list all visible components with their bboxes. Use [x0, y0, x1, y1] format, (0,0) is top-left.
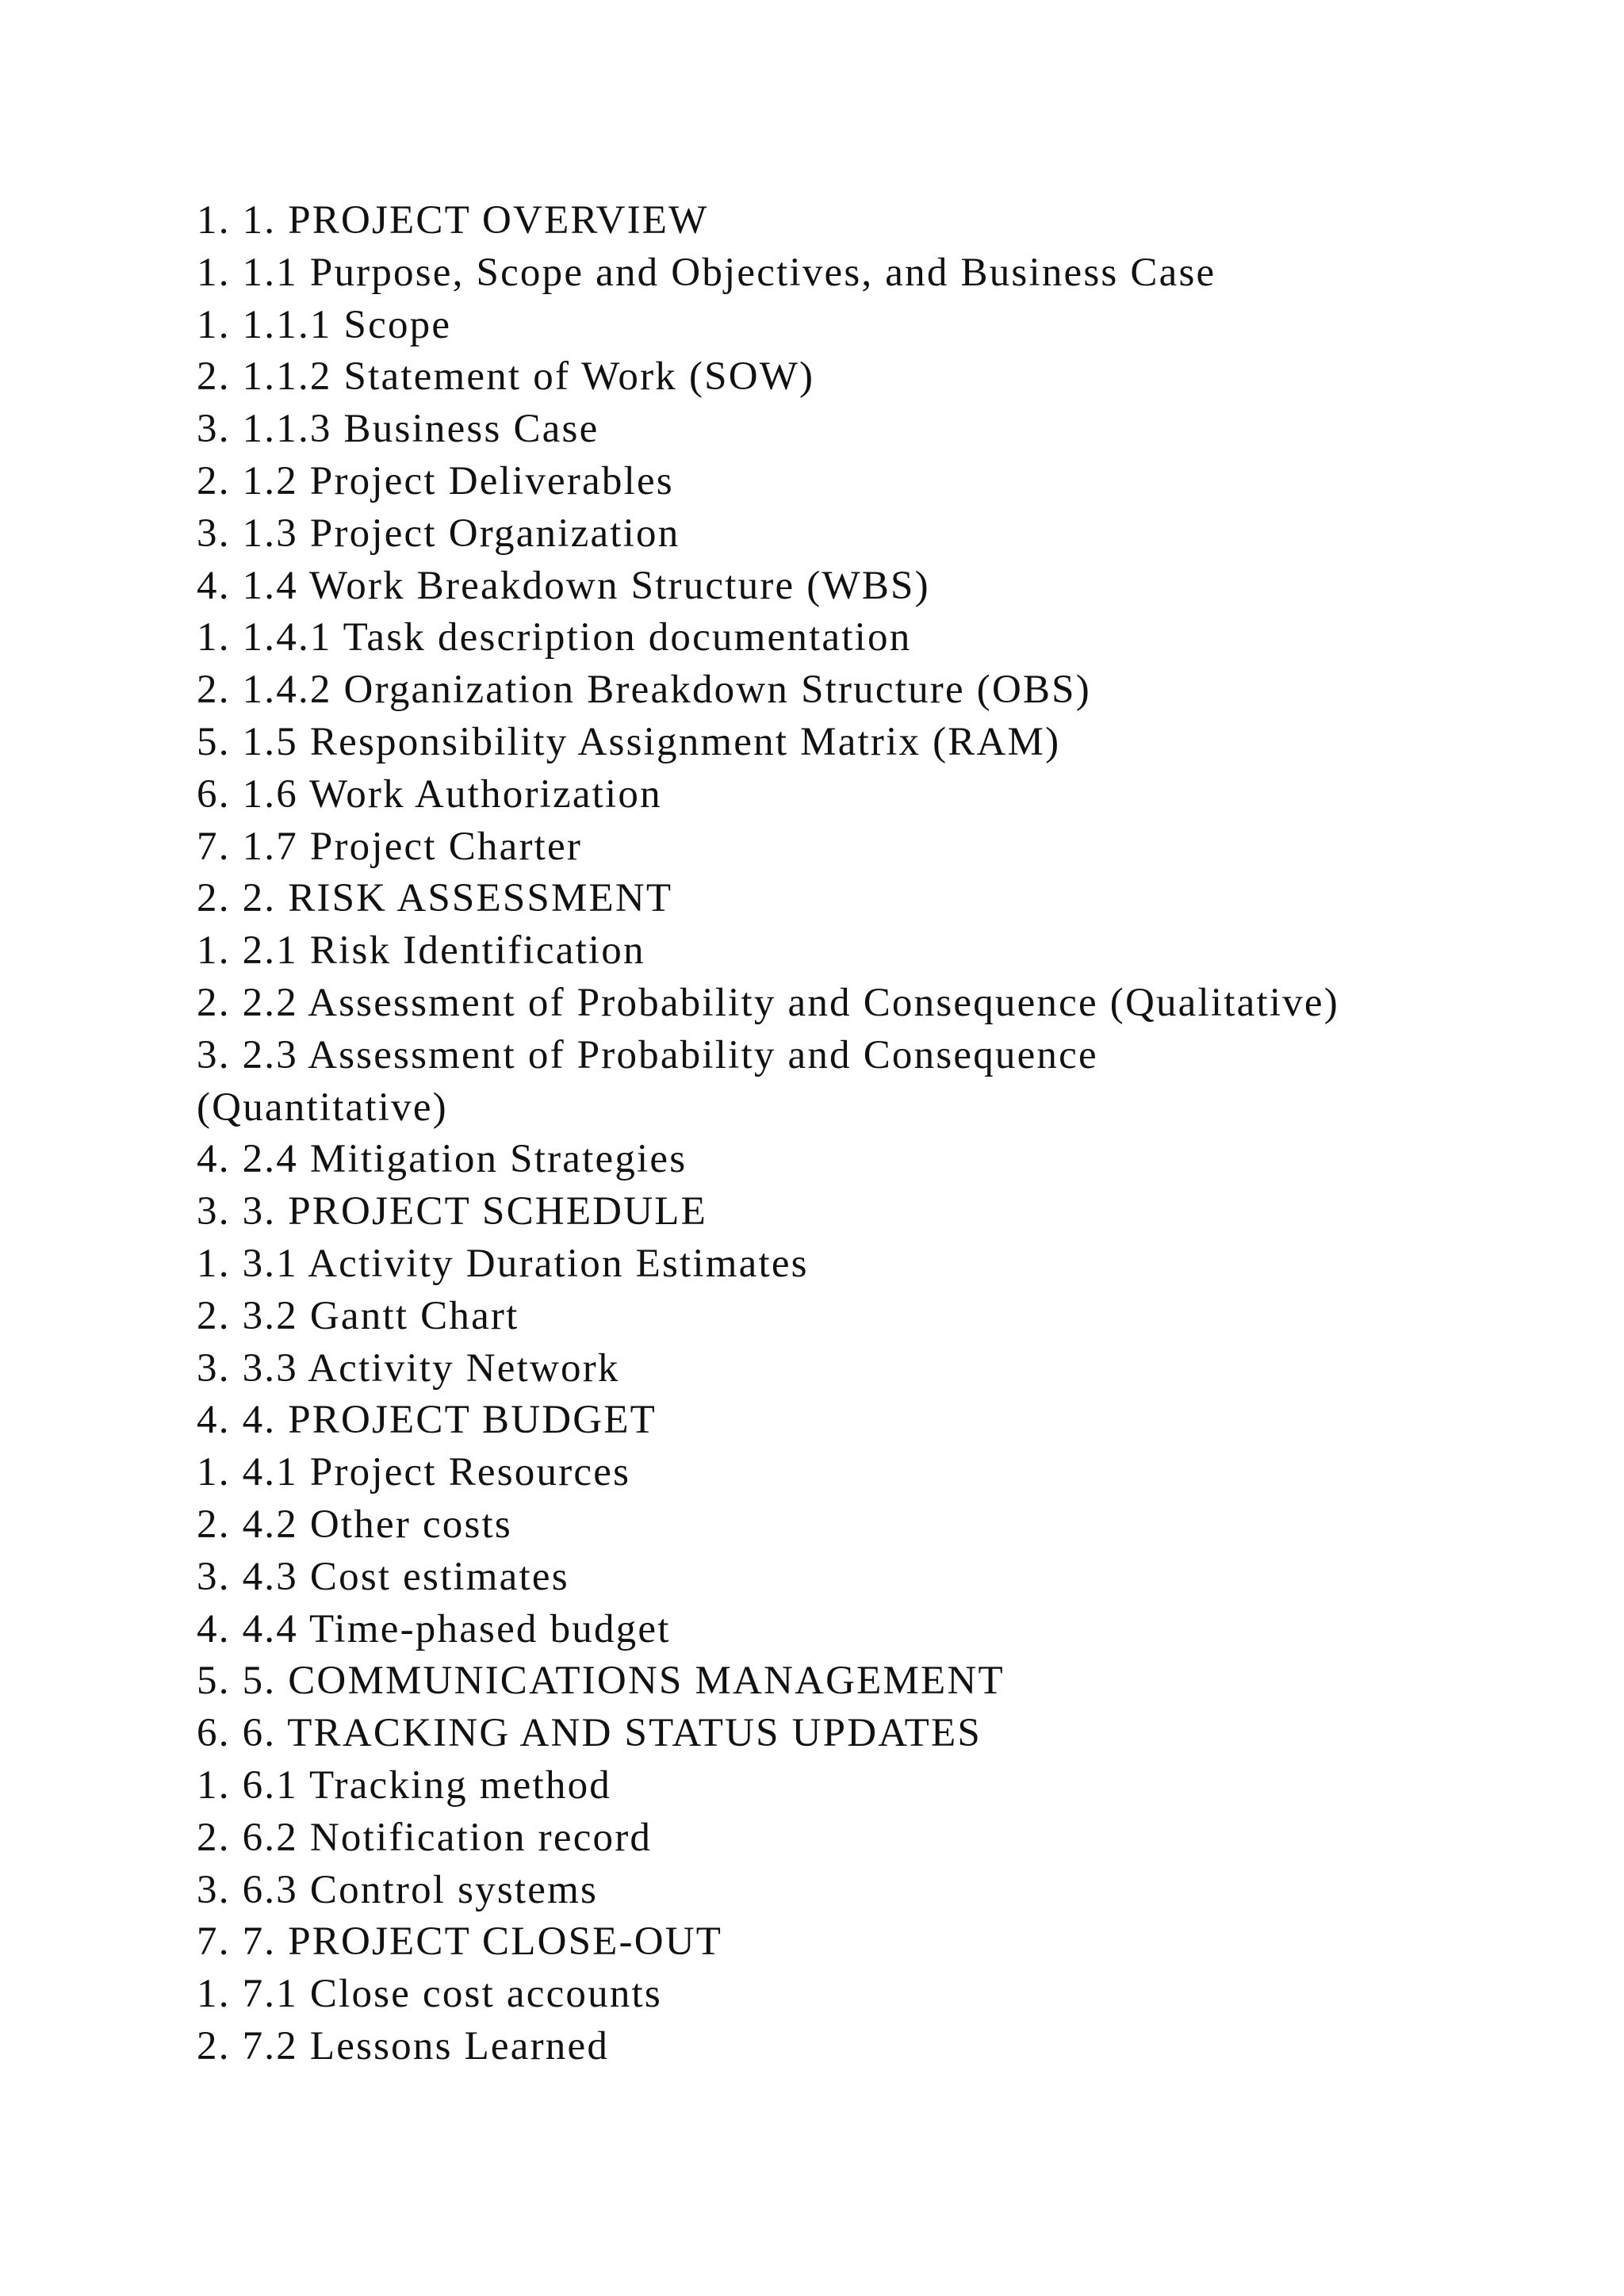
toc-subsection-entry: 4. 2.4 Mitigation Strategies: [197, 1137, 688, 1182]
toc-subsubsection-entry: 3. 1.1.3 Business Case: [197, 407, 599, 452]
toc-subsection-entry: 1. 6.1 Tracking method: [197, 1762, 611, 1808]
toc-subsection-entry: 2. 6.2 Notification record: [197, 1815, 653, 1860]
toc-subsubsection-entry: 2. 1.4.2 Organization Breakdown Structure (OBS): [197, 668, 1091, 713]
table-of-contents: [197, 195, 1434, 2073]
toc-subsubsection-entry: 1. 1.4.1 Task description documentation: [197, 615, 912, 660]
toc-subsection-entry: 2. 1.2 Project Deliverables: [197, 458, 674, 503]
toc-subsection-entry: 2. 3.2 Gantt Chart: [197, 1293, 519, 1338]
toc-subsection-entry: 2. 2.2 Assessment of Probability and Consequence (Qualitative): [197, 980, 1339, 1025]
toc-subsection-entry: 4. 1.4 Work Breakdown Structure (WBS): [197, 563, 930, 608]
toc-section-heading: 5. 5. COMMUNICATIONS MANAGEMENT: [197, 1659, 1005, 1704]
toc-subsection-entry: 1. 1.1 Purpose, Scope and Objectives, and Business Case: [197, 250, 1216, 295]
toc-subsubsection-entry: 1. 1.1.1 Scope: [197, 302, 452, 347]
toc-section-heading: 7. 7. PROJECT CLOSE-OUT: [197, 1919, 723, 1965]
toc-section-heading: 1. 1. PROJECT OVERVIEW: [197, 198, 709, 243]
toc-subsection-entry: 2. 7.2 Lessons Learned: [197, 2023, 610, 2068]
toc-section-heading: 4. 4. PROJECT BUDGET: [197, 1398, 657, 1443]
toc-section-heading: 2. 2. RISK ASSESSMENT: [197, 876, 673, 921]
toc-subsection-entry: 1. 3.1 Activity Duration Estimates: [197, 1241, 809, 1286]
toc-subsection-entry: 6. 1.6 Work Authorization: [197, 771, 662, 817]
toc-subsection-entry: 4. 4.4 Time-phased budget: [197, 1606, 671, 1651]
toc-section-heading: 3. 3. PROJECT SCHEDULE: [197, 1189, 707, 1234]
toc-subsubsection-entry: 2. 1.1.2 Statement of Work (SOW): [197, 354, 815, 400]
toc-subsection-entry: 1. 7.1 Close cost accounts: [197, 1972, 662, 2017]
toc-subsection-entry: 7. 1.7 Project Charter: [197, 824, 583, 869]
toc-subsection-entry: 2. 4.2 Other costs: [197, 1502, 512, 1547]
toc-section-heading: 6. 6. TRACKING AND STATUS UPDATES: [197, 1711, 982, 1756]
toc-subsection-entry: 3. 2.3 Assessment of Probability and Consequence: [197, 1032, 1098, 1077]
toc-subsection-entry: 3. 1.3 Project Organization: [197, 511, 680, 556]
toc-subsection-entry: 1. 4.1 Project Resources: [197, 1450, 631, 1495]
toc-subsection-entry: 5. 1.5 Responsibility Assignment Matrix (RAM): [197, 719, 1061, 764]
toc-subsection-entry: 3. 4.3 Cost estimates: [197, 1554, 569, 1599]
toc-subsection-entry: 3. 3.3 Activity Network: [197, 1345, 620, 1391]
toc-entry-continuation: (Quantitative): [197, 1085, 448, 1130]
toc-subsection-entry: 1. 2.1 Risk Identification: [197, 928, 645, 974]
toc-subsection-entry: 3. 6.3 Control systems: [197, 1867, 599, 1912]
